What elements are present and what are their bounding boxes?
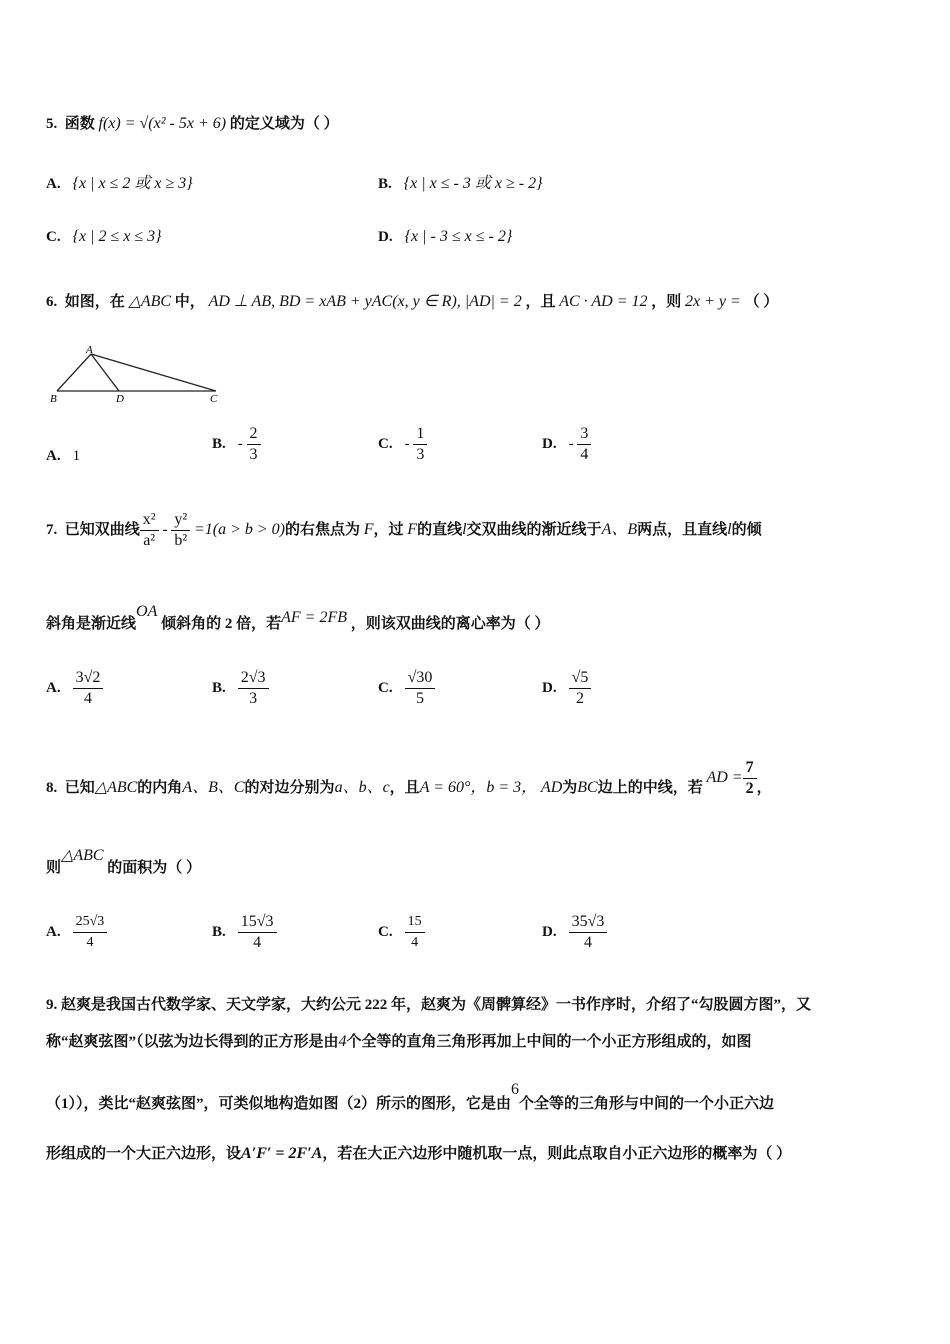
- question-9-line-4: 形组成的一个大正六边形，设A′F′ = 2F′A，若在大正六边形中随机取一点，则此点取自小正六边形的概率为（ ）: [46, 1145, 792, 1162]
- q5-option-a[interactable]: A. {x | x ≤ 2 或 x ≥ 3}: [46, 175, 193, 192]
- q6-triangle-figure: [46, 340, 226, 410]
- q7-option-c[interactable]: C. $\frac{√30}{5}$: [378, 668, 435, 709]
- q6-option-b[interactable]: B. - $\frac{2}{3}$: [212, 424, 261, 465]
- q8-option-b[interactable]: B. $\frac{15√3}{4}$: [212, 912, 277, 953]
- question-9: 9. 赵爽是我国古代数学家、天文学家，大约公元 222 年，赵爽为《周髀算经》一书作序时，介绍了“勾股圆方图”，又: [46, 997, 812, 1013]
- q6-option-a[interactable]: A. 1: [46, 448, 81, 464]
- segment-ab: [57, 354, 91, 391]
- label-a: A: [86, 344, 93, 356]
- question-7: 7. 已知双曲线 $\frac{\text{x²}}{\text{a²}}$ - $\frac{\text{y²}}{\text{b²}}$ =1(a > b > 0)的右焦点为 F，过 F的直线l交双曲线的渐近线于A、B两点，且直线l的倾: [46, 511, 762, 549]
- q5-option-d[interactable]: D. {x | - 3 ≤ x ≤ - 2}: [378, 228, 513, 245]
- q5-number: 5.: [46, 116, 58, 132]
- question-7-line-2: 斜角是渐近线OA 倾斜角的 2 倍，若AF = 2FB ，则该双曲线的离心率为（ ）: [46, 603, 550, 632]
- segment-ad: [91, 354, 119, 391]
- q5-option-b[interactable]: B. {x | x ≤ - 3 或 x ≥ - 2}: [378, 175, 543, 192]
- question-9-line-3: （1）），类比“赵爽弦图”，可类似地构造如图（2）所示的图形，它是由6个全等的三角形与中间的一个小正六边: [46, 1081, 775, 1112]
- q6-formula: AD ⊥ AB, BD = xAB + yAC(x, y ∈ R), |AD| = 2: [208, 293, 522, 310]
- q7-option-a[interactable]: A. $\frac{3√2}{4}$: [46, 668, 103, 709]
- question-8-line-2: 则△ABC 的面积为（ ）: [46, 847, 202, 876]
- label-b: B: [50, 393, 57, 405]
- question-5: 5. 函数 f(x) = √(x² - 5x + 6) 的定义域为（ ）: [46, 115, 339, 132]
- label-c: C: [210, 393, 218, 405]
- q6-option-c[interactable]: C. - $\frac{1}{3}$: [378, 424, 427, 465]
- q5-formula: f(x) = √(x² - 5x + 6): [98, 115, 227, 132]
- q8-option-c[interactable]: C. $\frac{15}{4}$: [378, 912, 425, 953]
- label-d: D: [116, 393, 124, 405]
- q8-option-a[interactable]: A. $\frac{25√3}{4}$: [46, 912, 107, 953]
- segment-ac: [91, 354, 216, 391]
- question-6: 6. 如图，在 △ABC 中， AD ⊥ AB, BD = xAB + yAC(x, y ∈ R), |AD| = 2 ，且 AC · AD = 12 ，则 2x + y = （ ）: [46, 293, 779, 310]
- q7-option-d[interactable]: D. $\frac{√5}{2}$: [542, 668, 591, 709]
- q5-option-c[interactable]: C. {x | 2 ≤ x ≤ 3}: [46, 228, 162, 245]
- q7-option-b[interactable]: B. $\frac{2√3}{3}$: [212, 668, 269, 709]
- question-8: 8. 已知△ABC的内角A、B、C的对边分别为a、b、c，且A = 60°，b = 3， AD为BC边上的中线，若 AD = $\frac{7}{2}$ ，: [46, 759, 772, 797]
- question-9-line-2: 称“赵爽弦图”（以弦为边长得到的正方形是由4个全等的直角三角形再加上中间的一个小正方形组成的，如图: [46, 1033, 752, 1050]
- q6-option-d[interactable]: D. - $\frac{3}{4}$: [542, 424, 591, 465]
- q8-option-d[interactable]: D. $\frac{35√3}{4}$: [542, 912, 607, 953]
